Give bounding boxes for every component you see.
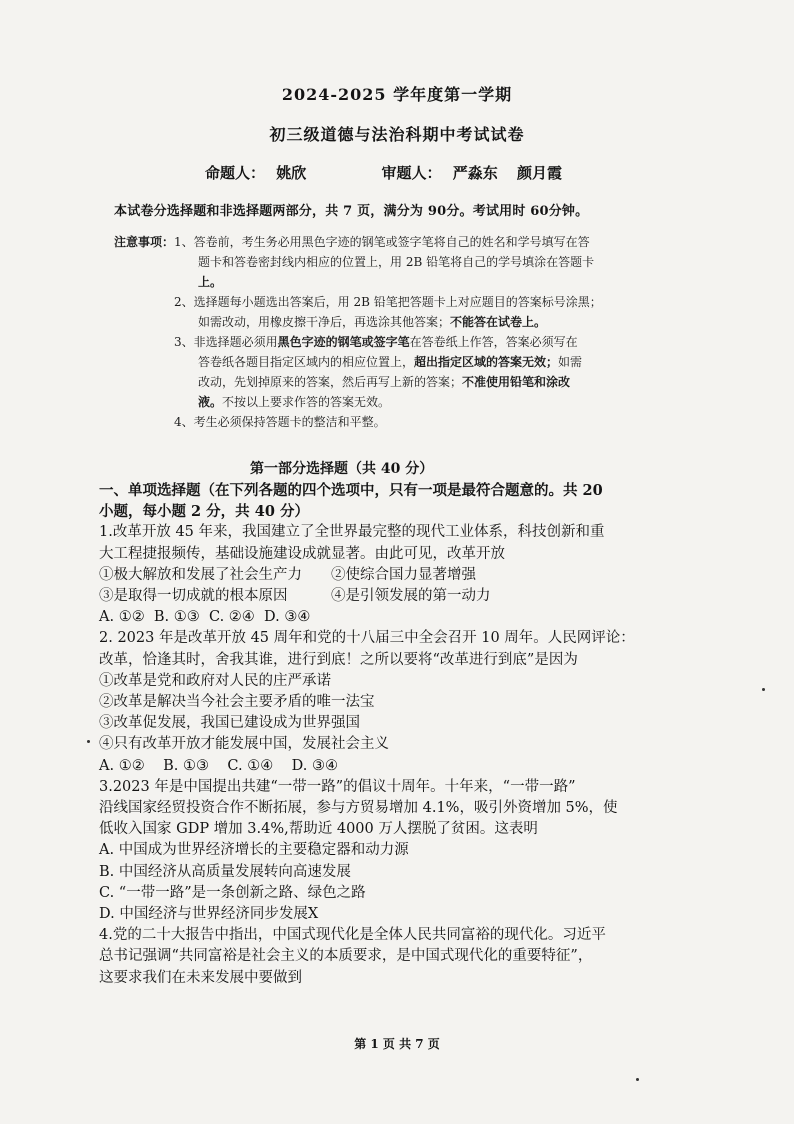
q2-option-2: ②改革是解决当今社会主要矛盾的唯一法宝 [99, 694, 375, 711]
note-2-text-plain: 如需改动，用橡皮擦干净后，再选涂其他答案； [198, 315, 451, 329]
setter-label: 命题人： [205, 164, 266, 182]
q3-stem-1: 3.2023 年是中国提出共建“一带一路”的倡议十周年。十年来，“一带一路” [99, 778, 576, 795]
note-1-line-b: 题卡和答卷密封线内相应的位置上，用 2B 铅笔将自己的学号填涂在答题卡 [198, 255, 595, 269]
notes-label: 注意事项： [114, 235, 175, 249]
note-3-line-b [114, 352, 602, 372]
setter-name: 姚欣 [276, 164, 307, 182]
note-3-text-a1: 3、非选择题必须用 [174, 335, 278, 349]
note-3-text-a2: 在答卷纸上作答，答案必须写在 [409, 335, 578, 349]
scan-speck [87, 740, 90, 743]
section-title: 第一部分选择题（共 40 分） [250, 461, 434, 477]
note-3-text-d: 不按以上要求作答的答案无效。 [222, 395, 391, 409]
note-3-text-b-bold: 超出指定区域的答案无效； [414, 355, 559, 369]
scan-speck [762, 688, 765, 691]
note-3-text-b2: 如需 [558, 355, 583, 369]
q1-stem-1: 1.改革开放 45 年来，我国建立了全世界最完整的现代工业体系，科技创新和重 [99, 524, 605, 541]
note-3-text-a-bold: 黑色字迹的钢笔或签字笔 [277, 335, 410, 349]
term-title: 2024-2025 学年度第一学期 [281, 85, 513, 104]
note-3-text-b1: 答卷纸各题目指定区域内的相应位置上， [198, 355, 415, 369]
exam-title: 初三级道德与法治科期中考试试卷 [269, 125, 525, 144]
exam-notes [114, 232, 602, 432]
note-4-line: 4、考生必须保持答题卡的整洁和平整。 [174, 415, 386, 429]
note-3-text-d-bold: 液。 [198, 395, 223, 409]
questions-area [99, 480, 635, 989]
note-2-line-a: 2、选择题每小题选出答案后，用 2B 铅笔把答题卡上对应题目的答案标号涂黑； [174, 295, 602, 309]
q1-options-row-2 [99, 586, 635, 607]
reviewer-label: 审题人： [381, 164, 442, 182]
q2-option-1: ①改革是党和政府对人民的庄严承诺 [99, 672, 331, 689]
q3-option-c: C. “一带一路”是一条创新之路、绿色之路 [99, 884, 366, 901]
note-1-text-c: 上。 [198, 275, 223, 289]
note-2-line-b [114, 312, 602, 332]
q3-option-b: B. 中国经济从高质量发展转向高速发展 [99, 863, 351, 880]
note-3-text-c-bold: 不准使用铅笔和涂改 [462, 375, 571, 389]
note-1-text-a: 1、答卷前，考生务必用黑色字迹的钢笔或签字笔将自己的姓名和学号填写在答 [174, 235, 590, 249]
q3-stem-3: 低收入国家 GDP 增加 3.4%,帮助近 4000 万人摆脱了贫困。这表明 [99, 821, 538, 838]
q4-stem-1: 4.党的二十大报告中指出，中国式现代化是全体人民共同富裕的现代化。习近平 [99, 927, 606, 944]
q2-choices: A. ①② B. ①③ C. ①④ D. ③④ [99, 757, 338, 774]
authors-line [205, 162, 562, 183]
q2-option-3: ③改革促发展，我国已建设成为世界强国 [99, 715, 360, 732]
note-3-line-c [114, 372, 602, 392]
note-3-line-a [114, 332, 602, 352]
q4-stem-2: 总书记强调“共同富裕是社会主义的本质要求，是中国式现代化的重要特征”， [99, 948, 593, 965]
reviewer-name-1: 严淼东 [452, 164, 498, 182]
q3-option-d: D. 中国经济与世界经济同步发展X [99, 906, 319, 923]
q2-stem-2: 改革，恰逢其时，舍我其谁，进行到底！之所以要将“改革进行到底”是因为 [99, 651, 578, 668]
q1-choices: A. ①② B. ①③ C. ②④ D. ③④ [99, 609, 311, 626]
note-2-text-bold: 不能答在试卷上。 [450, 315, 547, 329]
q1-options-row-1 [99, 565, 635, 586]
part-heading-1: 一、单项选择题（在下列各题的四个选项中，只有一项是最符合题意的。共 20 [99, 482, 603, 499]
part-heading-2: 小题，每小题 2 分，共 40 分） [99, 503, 309, 521]
q3-stem-2: 沿线国家经贸投资合作不断拓展，参与方贸易增加 4.1%，吸引外资增加 5%，使 [99, 800, 618, 817]
note-3-line-d [114, 392, 602, 412]
q1-option-4: ④是引领发展的第一动力 [331, 588, 491, 605]
note-3-text-c1: 改动，先划掉原来的答案，然后再写上新的答案； [198, 375, 463, 389]
note-1-line-a [114, 232, 602, 252]
scan-speck [636, 1078, 639, 1081]
q1-stem-2: 大工程捷报频传，基础设施建设成就显著。由此可见，改革开放 [99, 545, 505, 562]
q3-option-a: A. 中国成为世界经济增长的主要稳定器和动力源 [99, 842, 409, 859]
page-footer: 第 1 页 共 7 页 [354, 1037, 440, 1051]
q1-option-3: ③是取得一切成就的根本原因 [99, 588, 288, 605]
q1-option-2: ②使综合国力显著增强 [331, 566, 476, 583]
reviewer-name-2: 颜月霞 [517, 164, 563, 182]
note-1-line-c [114, 272, 602, 292]
q2-stem-1: 2. 2023 年是改革开放 45 周年和党的十八届三中全会召开 10 周年。人民网评论： [99, 630, 635, 647]
q1-option-1: ①极大解放和发展了社会生产力 [99, 566, 302, 583]
exam-intro: 本试卷分选择题和非选择题两部分，共 7 页，满分为 90分。考试用时 60分钟。 [114, 204, 589, 219]
q4-stem-3: 这要求我们在未来发展中要做到 [99, 969, 302, 986]
q2-option-4: ④只有改革开放才能发展中国，发展社会主义 [99, 736, 389, 753]
